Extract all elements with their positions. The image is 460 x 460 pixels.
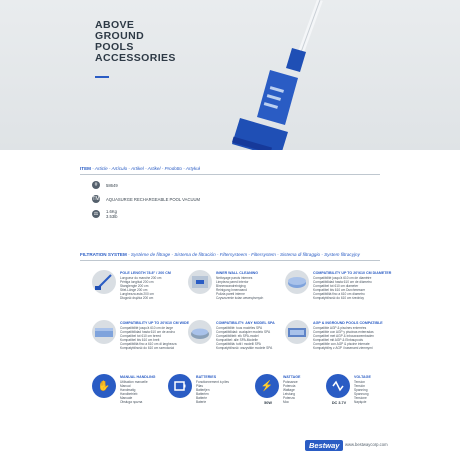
- title-line: ABOVE: [95, 19, 135, 31]
- translation-line: Stiel-Länge 200 cm: [120, 288, 148, 292]
- translation-line: Compatibel met AGP & inbouwzwembaden: [313, 334, 374, 338]
- spec-voltage: [326, 374, 421, 422]
- feature-translations: [216, 276, 263, 300]
- spec-translations: [196, 380, 229, 404]
- feature-title: COMPATIBILITY: ANY MODEL SPA: [216, 321, 275, 325]
- item-weight: [106, 209, 117, 219]
- divider: [80, 174, 380, 175]
- spec-title: WATTAGE: [283, 375, 301, 379]
- title-line: ACCESSORIES: [95, 52, 176, 64]
- translation-line: Baterie: [196, 400, 207, 404]
- feature-translations: [120, 326, 177, 350]
- translation-line: Compatible AGP & piscines enterrées: [313, 326, 367, 330]
- translation-line: Pulizia pareti interne: [216, 292, 245, 296]
- feature-translations: [216, 326, 272, 350]
- wall-cleaning-icon: [188, 270, 212, 294]
- translation-line: Compatibilité: tous modèles SPA: [216, 326, 263, 330]
- translation-line: Compatibilità fino a 610 cm di larghezza: [120, 342, 177, 346]
- feature-title: COMPATIBILITY UP TO 20'/610 CM WIDE: [120, 321, 190, 325]
- spec-title: VOLTAGE: [354, 375, 371, 379]
- translation-line: Nettoyage parois internes: [216, 276, 253, 280]
- spec-translations: [354, 380, 369, 404]
- translation-line: Compatibilità: tutti i modelli SPA: [216, 342, 261, 346]
- round-pool-icon: [285, 270, 309, 294]
- translation-line: Stanglengte 200 cm: [120, 284, 149, 288]
- translation-line: Compatibilidad hasta 610 cm de ancho: [120, 330, 176, 334]
- translation-line: Potencia: [283, 384, 296, 388]
- translation-line: Compatibiliteit: elk SPA-model: [216, 334, 259, 338]
- weight-lb: 3.53lb: [106, 214, 118, 219]
- weight-kg: 1.6Kg: [106, 209, 117, 214]
- translation-line: Compatibilidad hasta 610 cm de diámetro: [313, 280, 372, 284]
- item-name: AQUASURGE RECHARGEABLE POOL VACUUM: [106, 196, 201, 202]
- translation-line: Moc: [283, 400, 290, 404]
- spec-title: MANUAL HANDLING: [120, 375, 156, 379]
- translation-line: Compatibile con AGP & piscine interrate: [313, 342, 370, 346]
- filtration-section-header: [80, 252, 360, 257]
- lightning-icon: ⚡: [255, 374, 279, 398]
- translation-line: Manuale: [120, 396, 133, 400]
- translation-line: Compatibilité jusqu'à 610 cm de diamètre: [313, 276, 372, 280]
- feature-title: INNER WALL CLEANING: [216, 271, 259, 275]
- spec-translations: [283, 380, 298, 404]
- translation-line: Longueur du manche 200 cm: [120, 276, 162, 280]
- spec-batteries: [168, 374, 263, 422]
- translation-line: Batterie: [196, 396, 207, 400]
- weight-icon: ⚖: [93, 211, 99, 217]
- website-link[interactable]: www.bestwaycorp.com: [345, 442, 388, 447]
- translation-line: Pértiga longitud 200 cm: [120, 280, 154, 284]
- feature-spa-compat: [188, 320, 283, 378]
- feature-title: COMPATIBILITY UP TO 20'/610 CM DIAMETER: [313, 271, 392, 275]
- title-accent-bar: [95, 76, 109, 78]
- divider: [80, 260, 380, 261]
- translation-line: Batterien: [196, 392, 209, 396]
- translation-line: Kompatibel bis 610 cm breit: [120, 338, 160, 342]
- translation-line: Handbetrieb: [120, 392, 138, 396]
- feature-translations: [120, 276, 161, 300]
- feature-title: AGP & INGROUND POOLS COMPATIBLE: [313, 321, 383, 325]
- pole-length-icon: [92, 270, 116, 294]
- translation-line: Spannung: [354, 392, 369, 396]
- translation-line: Limpieza pared interior: [216, 280, 249, 284]
- translation-line: Kompatybilność do 610 cm średnicy: [313, 296, 365, 300]
- translation-line: Spanning: [354, 388, 368, 392]
- translation-line: Kompatibel: alle SPA-Modelle: [216, 338, 258, 342]
- translation-line: Compatible con AGP y piscinas enterradas: [313, 330, 374, 334]
- item-header-bold: ITEM: [80, 166, 91, 171]
- filtration-header-bold: FILTRATION SYSTEM: [80, 252, 127, 257]
- hero-banner: [0, 0, 460, 150]
- translation-line: Compatibilidad: cualquier modelo SPA: [216, 330, 271, 334]
- item-number-row: [92, 179, 118, 191]
- hand-icon: ✋: [92, 374, 116, 398]
- translation-line: Leistung: [283, 392, 296, 396]
- translation-line: Binnenwandreiniging: [216, 284, 246, 288]
- translation-line: Puissance: [283, 380, 298, 384]
- translation-line: Czyszczenie ścian wewnętrznych: [216, 296, 264, 300]
- translation-line: Compatibilité jusqu'à 610 cm de large: [120, 326, 174, 330]
- translation-line: Pilas: [196, 384, 203, 388]
- translation-line: Kompatybilność do 610 cm szerokości: [120, 346, 175, 350]
- product-image: [0, 0, 460, 150]
- title-line: GROUND: [95, 30, 145, 42]
- spec-translations: [120, 380, 148, 404]
- translation-line: Kompatibel bis 610 cm Durchmesser: [313, 288, 366, 292]
- item-section-header: [80, 166, 200, 171]
- translation-line: Napięcie: [354, 400, 367, 404]
- feature-translations: [313, 326, 374, 350]
- item-weight-row: [92, 208, 117, 220]
- filtration-header-rest: - Système de filtrage - Sistema de filtración - Filtersysteem - Filtersystem - Sistema di filtraggio - System filtracyjny: [126, 252, 360, 257]
- feature-width-compat: [92, 320, 190, 378]
- translation-line: Manual: [120, 384, 131, 388]
- translation-line: Kompatibel mit AGP & Einbaupools: [313, 338, 363, 342]
- trademark-icon: TM: [92, 196, 100, 202]
- translation-line: Batterijen: [196, 388, 210, 392]
- title-line: POOLS: [95, 41, 134, 53]
- hero-title: [95, 20, 176, 64]
- translation-line: Reinigung Innenwand: [216, 288, 247, 292]
- translation-line: Długość drążka 200 cm: [120, 296, 154, 300]
- translation-line: Wattage: [283, 388, 295, 392]
- translation-line: Compatibilità fino a 610 cm diametro: [313, 292, 365, 296]
- translation-line: Lunghezza asta 200 cm: [120, 292, 154, 296]
- voltage-value: DC 3.7V: [331, 401, 347, 405]
- rectangular-pool-icon: [92, 320, 116, 344]
- feature-agp-inground: [285, 320, 383, 378]
- translation-line: Tensione: [354, 396, 367, 400]
- feature-title: POLE LENGTH 78.8″ / 200 CM: [120, 271, 171, 275]
- translation-line: Compatibel tot 610 cm diameter: [313, 284, 359, 288]
- translation-line: Utilisation manuelle: [120, 380, 148, 384]
- bestway-logo: Bestway: [305, 440, 343, 451]
- hash-icon: #: [92, 181, 100, 189]
- voltage-icon: [326, 374, 350, 398]
- battery-icon: [168, 374, 192, 398]
- translation-line: Obsługa ręczna: [120, 400, 143, 404]
- translation-line: Kompatybilny z AGP i basenami ziemnymi: [313, 346, 373, 350]
- inground-pool-icon: [285, 320, 309, 344]
- translation-line: Tensión: [354, 384, 365, 388]
- translation-line: Kompatybilność: wszystkie modele SPA: [216, 346, 273, 350]
- translation-line: Compatibel tot 610 cm breed: [120, 334, 161, 338]
- wattage-value: 50W: [264, 401, 272, 405]
- translation-line: Potenza: [283, 396, 295, 400]
- spa-icon: [188, 320, 212, 344]
- spec-title: BATTERIES: [196, 375, 217, 379]
- translation-line: Handmatig: [120, 388, 136, 392]
- item-number: 58649: [106, 182, 118, 188]
- translation-line: Fonctionnement à piles: [196, 380, 229, 384]
- translation-line: Tension: [354, 380, 365, 384]
- item-header-rest: - Article - Artículo - Artikel - Artikel - Prodotto - Artykuł: [90, 166, 200, 171]
- feature-translations: [313, 276, 372, 300]
- item-name-row: [92, 193, 200, 205]
